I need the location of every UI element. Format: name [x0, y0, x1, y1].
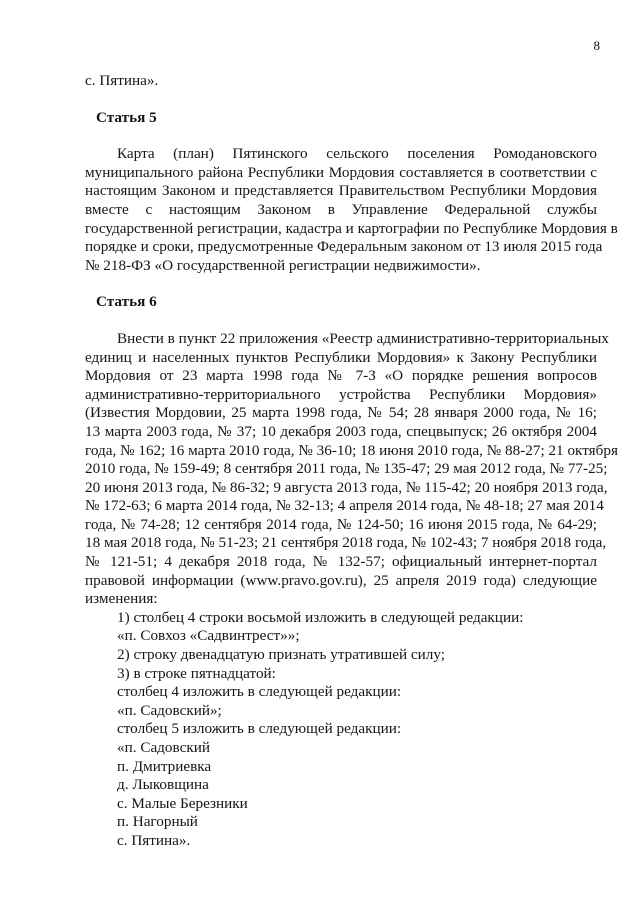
article-6-heading: Статья 6: [96, 293, 157, 311]
article-5-line: № 218-ФЗ «О государственной регистрации недвижимости».: [85, 256, 481, 274]
change-item: «п. Садовский»;: [117, 701, 222, 719]
change-item: д. Лыковщина: [117, 776, 209, 794]
change-item: с. Пятина».: [117, 831, 191, 849]
article-6-line: (Известия Мордовии, 25 марта 1998 года, № 54; 28 января 2000 года, № 16;: [85, 404, 597, 422]
article-6-line: года, № 162; 16 марта 2010 года, № 36-10; 18 июня 2010 года, № 88-27; 21 октября: [85, 441, 618, 459]
article-6-line: № 121-51; 4 декабря 2018 года, № 132-57; официальный интернет-портал: [85, 553, 597, 571]
change-item: «п. Садовский: [117, 739, 210, 756]
article-6-line: 13 марта 2003 года, № 37; 10 декабря 2003 года, спецвыпуск; 26 октября 2004: [85, 422, 597, 440]
article-5-line: Карта (план) Пятинского сельского поселения Ромодановского: [117, 145, 597, 163]
article-5-line: муниципального района Республики Мордовия составляется в соответствии с: [85, 163, 597, 181]
change-item: 3) в строке пятнадцатой:: [117, 664, 276, 682]
change-item: «п. Совхоз «Садвинтрест»»;: [117, 627, 300, 645]
article-6-line: 20 июня 2013 года, № 86-32; 9 августа 2013 года, № 115-42; 20 ноября 2013 года,: [85, 478, 608, 496]
lead-line: с. Пятина».: [85, 72, 159, 89]
article-6-line: единиц и населенных пунктов Республики Мордовия» к Закону Республики: [85, 348, 597, 366]
article-5-line: вместе с настоящим Законом в Управление Федеральной службы: [85, 200, 597, 218]
article-5-line: государственной регистрации, кадастра и картографии по Республике Мордовия в: [85, 219, 618, 237]
article-5-heading: Статья 5: [96, 108, 157, 126]
article-6-line: изменения:: [85, 590, 158, 608]
change-item: п. Дмитриевка: [117, 757, 212, 775]
article-6-line: года, № 74-28; 12 сентября 2014 года, № 124-50; 16 июня 2015 года, № 64-29;: [85, 515, 597, 533]
article-6-line: Мордовия от 23 марта 1998 года № 7-З «О порядке решения вопросов: [85, 367, 597, 385]
article-6-line: Внести в пункт 22 приложения «Реестр административно-территориальных: [117, 329, 609, 347]
article-6-line: № 172-63; 6 марта 2014 года, № 32-13; 4 апреля 2014 года, № 48-18; 27 мая 2014: [85, 497, 604, 515]
article-6-line: 2010 года, № 159-49; 8 сентября 2011 года, № 135-47; 29 мая 2012 года, № 77-25;: [85, 460, 608, 478]
document-body: [85, 72, 618, 851]
change-item: столбец 5 изложить в следующей редакции:: [117, 720, 402, 738]
article-6-line: правовой информации (www.pravo.gov.ru), 25 апреля 2019 года) следующие: [85, 571, 597, 589]
change-item: с. Малые Березники: [117, 794, 248, 812]
article-6-line: 18 мая 2018 года, № 51-23; 21 сентября 2018 года, № 102-43; 7 ноября 2018 года,: [85, 534, 607, 552]
change-item: 1) столбец 4 строки восьмой изложить в следующей редакции:: [117, 608, 524, 626]
change-item: столбец 4 изложить в следующей редакции:: [117, 683, 402, 701]
page-number: 8: [593, 38, 600, 53]
article-5-line: порядке и сроки, предусмотренные Федеральным законом от 13 июля 2015 года: [85, 238, 603, 256]
change-item: п. Нагорный: [117, 813, 198, 831]
article-5-line: настоящим Законом и представляется Правительством Республики Мордовия: [85, 182, 597, 200]
article-6-line: административно-территориального устройства Республики Мордовия»: [85, 385, 597, 403]
change-item: 2) строку двенадцатую признать утратившей силу;: [117, 646, 445, 664]
